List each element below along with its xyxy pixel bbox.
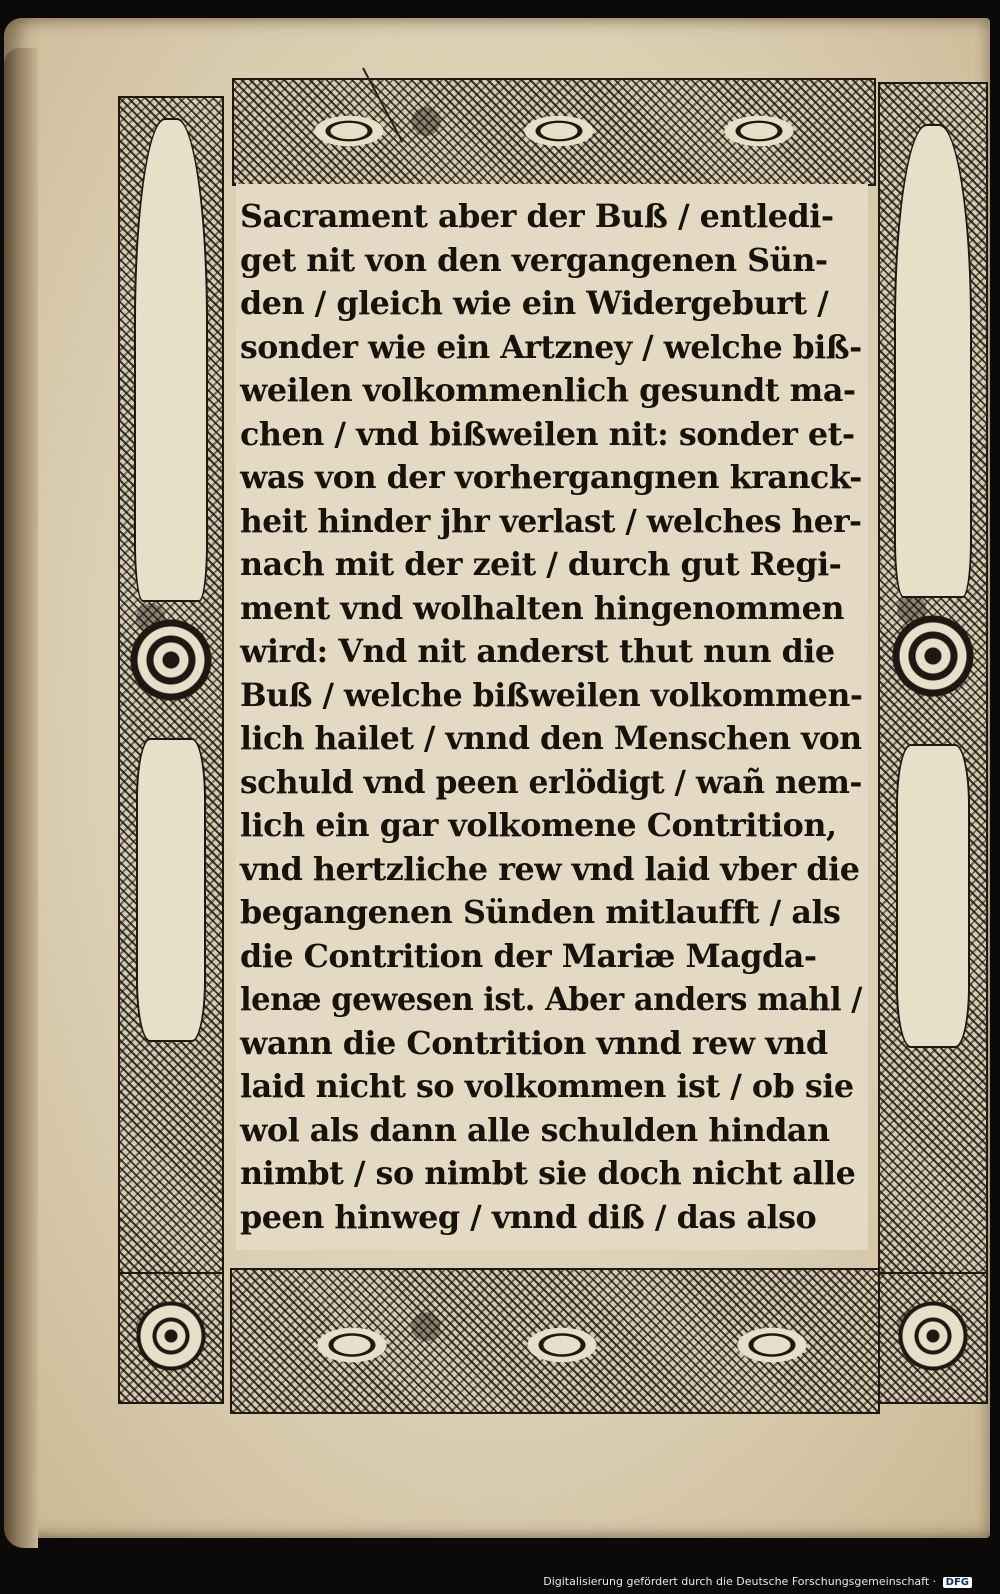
top-ornament-border: [232, 78, 876, 186]
text-line: Sacrament aber der Buß / entledi-: [240, 197, 834, 235]
text-line: schuld vnd peen erlödigt / wañ nem-: [240, 762, 862, 801]
text-line: weilen volkommenlich gesundt ma-: [240, 371, 856, 409]
text-line: wol als dann alle schulden hindan: [240, 1110, 830, 1149]
digitization-footer: [543, 1575, 972, 1588]
text-line: nimbt / so nimbt sie doch nicht alle: [240, 1154, 856, 1192]
text-line: laid nicht so volkommen ist / ob sie: [240, 1067, 854, 1105]
book-spine: [4, 48, 38, 1548]
text-line: heit hinder jhr verlast / welches her-: [240, 501, 862, 540]
scroll-ornament: [682, 1300, 862, 1390]
scroll-ornament: [472, 1300, 652, 1390]
text-line: wird: Vnd nit anderst thut nun die: [240, 632, 835, 670]
scroll-ornament: [274, 98, 424, 164]
text-line: peen hinweg / vnnd diß / das also: [240, 1197, 817, 1236]
text-line: ment vnd wolhalten hingenommen: [240, 588, 845, 627]
text-line: begangenen Sünden mitlaufft / als: [240, 893, 841, 931]
text-line: lich ein gar volkomene Contrition,: [240, 806, 837, 844]
footer-text: Digitalisierung gefördert durch die Deutsche Forschungsgemeinschaft ·: [543, 1575, 937, 1588]
scroll-ornament: [262, 1300, 442, 1390]
text-line: nach mit der zeit / durch gut Regi-: [240, 545, 842, 583]
text-line: sonder wie ein Artzney / welche biß-: [240, 327, 862, 366]
text-line: Buß / welche bißweilen volkommen-: [240, 675, 863, 714]
scroll-ornament: [684, 98, 834, 164]
flower-icon: [893, 1296, 973, 1376]
corner-flower-left: [118, 1272, 224, 1404]
text-line: was von der vorhergangnen kranck-: [240, 458, 862, 496]
saint-figure-right: [894, 124, 972, 598]
text-line: den / gleich wie ein Widergeburt /: [240, 284, 829, 322]
spiral-ornament: [129, 618, 213, 702]
text-line: lenæ gewesen ist. Aber anders mahl /: [240, 980, 862, 1018]
text-line: chen / vnd bißweilen nit: sonder et-: [240, 414, 855, 453]
bottom-ornament-border: [230, 1268, 880, 1414]
text-line: lich hailet / vnnd den Menschen von: [240, 719, 862, 757]
text-line: die Contrition der Mariæ Magda-: [240, 936, 817, 975]
scroll-ornament: [484, 98, 634, 164]
left-ornament-border: [118, 96, 224, 1400]
foliage-ornament: [896, 744, 970, 1048]
flower-icon: [131, 1296, 211, 1376]
right-ornament-border: [878, 82, 988, 1398]
dfg-logo: DFG: [943, 1577, 972, 1588]
corner-flower-right: [878, 1272, 988, 1404]
spiral-ornament: [891, 614, 975, 698]
saint-figure-left: [134, 118, 208, 602]
foliage-ornament: [136, 738, 206, 1042]
text-line: wann die Contrition vnnd rew vnd: [240, 1023, 828, 1062]
text-line: get nit von den vergangenen Sün-: [240, 240, 828, 279]
text-line: vnd hertzliche rew vnd laid vber die: [240, 849, 860, 888]
